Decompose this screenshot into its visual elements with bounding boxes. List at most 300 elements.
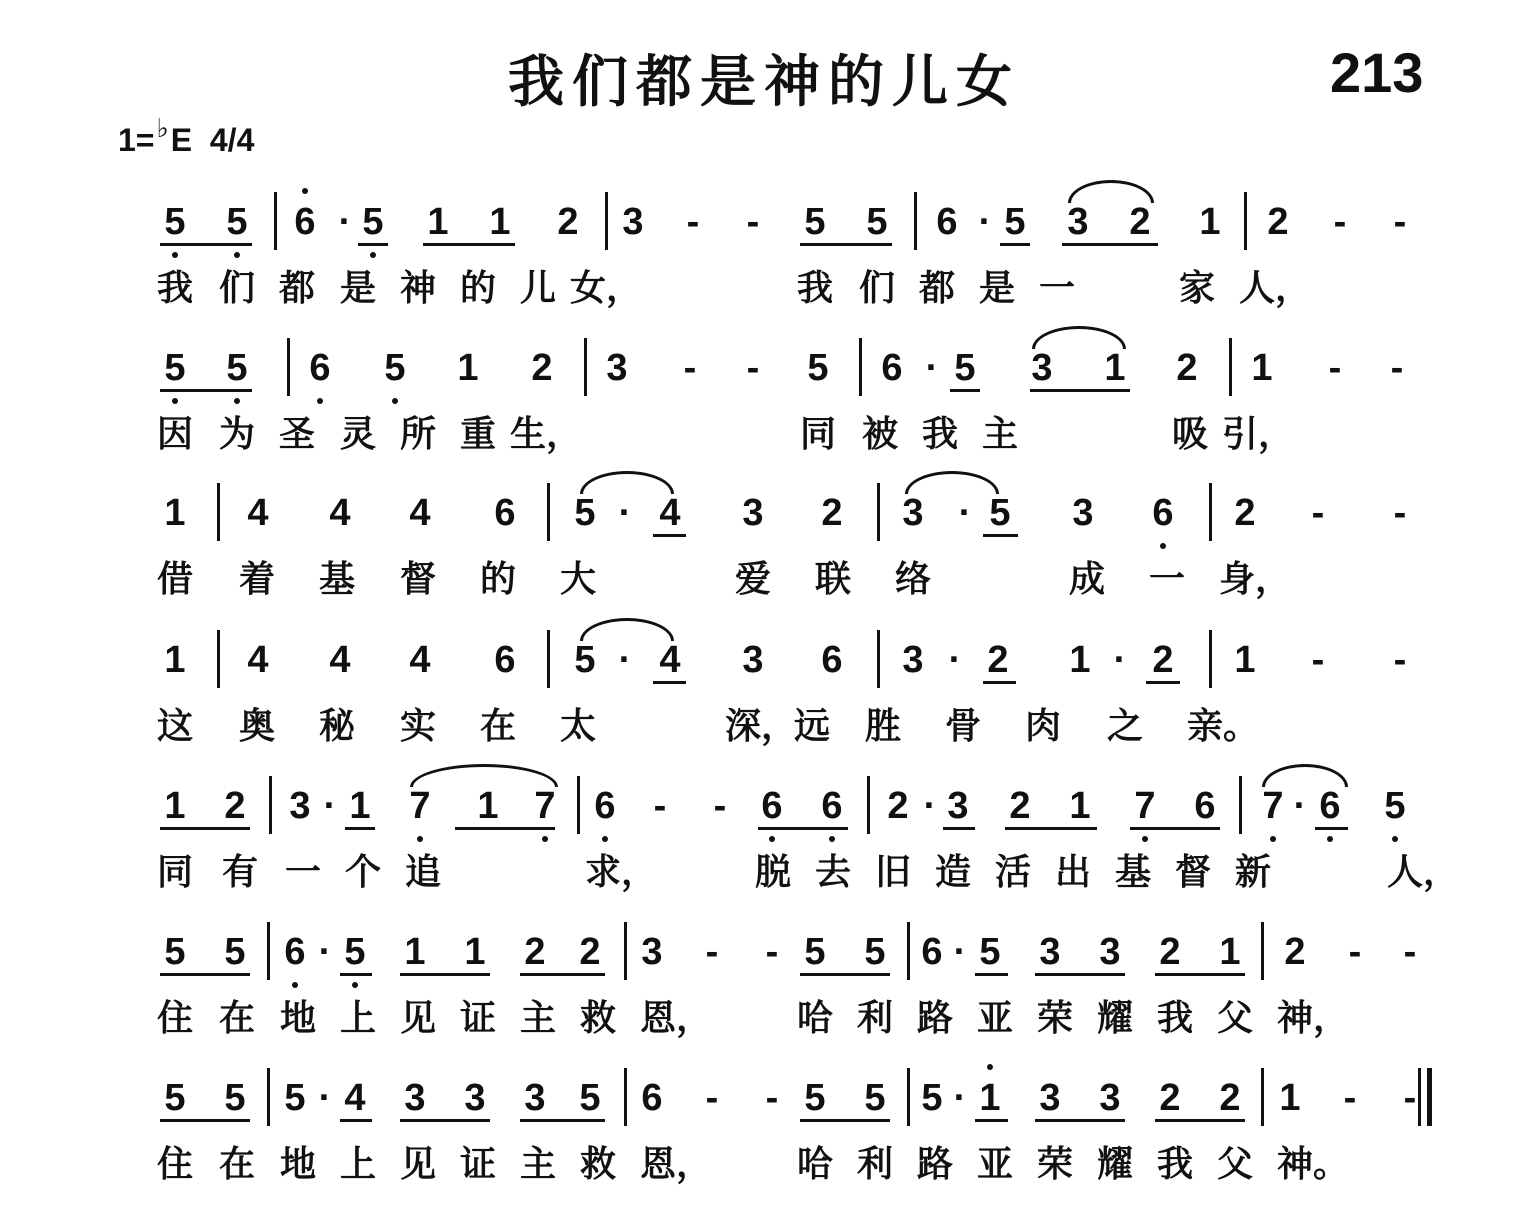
lyric-syllable: 们 (218, 267, 255, 309)
note: - (683, 347, 697, 389)
lyric-syllable: 我 (1156, 997, 1193, 1039)
lyric-syllable: 证 (459, 997, 496, 1039)
barline (269, 776, 272, 834)
slur-tie (580, 471, 674, 494)
note: 2 (1284, 931, 1306, 973)
barline (547, 483, 550, 541)
underline-beam (520, 1119, 605, 1122)
note: 1 (1069, 639, 1091, 681)
note: 3 (606, 347, 628, 389)
lyric-syllable: 一 (1038, 267, 1075, 309)
underline-beam (975, 973, 1008, 976)
note: 5 (804, 201, 826, 243)
note: 2 (1159, 1077, 1181, 1119)
note: 1 (427, 201, 449, 243)
note: 3 (1039, 931, 1061, 973)
lyric-syllable: 督 (1174, 851, 1211, 893)
lyric-syllable: 亲。 (1187, 705, 1260, 747)
underline-beam (423, 243, 515, 246)
key-label: 1= (118, 122, 155, 158)
note: 5 (804, 931, 826, 973)
note: 6 (309, 347, 331, 389)
note: 2 (557, 201, 579, 243)
lyric-syllable: 胜 (864, 705, 901, 747)
lyric-syllable: 住 (156, 1143, 193, 1185)
note: 6 (494, 639, 516, 681)
note: 6 (594, 785, 616, 827)
lyric-syllable: 父 (1216, 1143, 1253, 1185)
note: 4 (247, 492, 269, 534)
note: - (765, 931, 779, 973)
octave-dot-below (370, 252, 376, 258)
note: - (705, 931, 719, 973)
underline-beam (160, 827, 250, 830)
barline (547, 630, 550, 688)
note: 5 (574, 492, 596, 534)
lyric-syllable: 为 (218, 413, 255, 455)
note: 1 (1219, 931, 1241, 973)
lyric-syllable: 恩， (640, 997, 713, 1039)
note: - (746, 201, 760, 243)
lyric-syllable: 亚 (976, 1143, 1013, 1185)
octave-dot-below (234, 252, 240, 258)
lyric-syllable: 吸 (1171, 413, 1208, 455)
lyric-syllable: 同 (799, 413, 836, 455)
underline-beam (1130, 827, 1220, 830)
lyric-syllable: 上 (339, 1143, 376, 1185)
barline (907, 1068, 910, 1126)
lyric-syllable: 是 (978, 267, 1015, 309)
underline-beam (400, 1119, 490, 1122)
barline (1209, 630, 1212, 688)
lyric-syllable: 耀 (1096, 997, 1133, 1039)
note: 3 (622, 201, 644, 243)
lyric-syllable: 们 (858, 267, 895, 309)
barline (274, 192, 277, 250)
lyric-syllable: 耀 (1096, 1143, 1133, 1185)
underline-beam (983, 681, 1016, 684)
note: 6 (821, 639, 843, 681)
underline-beam (1146, 681, 1180, 684)
note: · (953, 1077, 967, 1119)
note: 6 (494, 492, 516, 534)
barline (867, 776, 870, 834)
note: 6 (1194, 785, 1216, 827)
note: 7 (409, 785, 431, 827)
octave-dot-above (987, 1064, 993, 1070)
barline (859, 338, 862, 396)
barline (1229, 338, 1232, 396)
octave-dot-below (234, 398, 240, 404)
underline-beam (520, 973, 605, 976)
lyric-syllable: 基 (318, 558, 355, 600)
slur-tie (580, 618, 674, 641)
octave-dot-below (542, 836, 548, 842)
lyric-syllable: 地 (279, 997, 316, 1039)
note: - (1393, 639, 1407, 681)
barline (914, 192, 917, 250)
barline (577, 776, 580, 834)
lyric-syllable: 亚 (976, 997, 1013, 1039)
note: 2 (1152, 639, 1174, 681)
lyric-syllable: 深， (725, 705, 798, 747)
note: 3 (1099, 931, 1121, 973)
note: 3 (1067, 201, 1089, 243)
note: · (925, 347, 939, 389)
note: · (618, 492, 632, 534)
lyric-syllable: 路 (916, 997, 953, 1039)
lyric-syllable: 在 (218, 997, 255, 1039)
octave-dot-below (352, 982, 358, 988)
note: 7 (534, 785, 556, 827)
note: 4 (247, 639, 269, 681)
note: 7 (1262, 785, 1284, 827)
lyric-syllable: 个 (344, 851, 381, 893)
lyric-syllable: 哈 (796, 997, 833, 1039)
note: 2 (887, 785, 909, 827)
lyric-syllable: 借 (156, 558, 193, 600)
note: - (1348, 931, 1362, 973)
underline-beam (160, 973, 250, 976)
note: 5 (921, 1077, 943, 1119)
barline (584, 338, 587, 396)
note: 5 (864, 1077, 886, 1119)
note: 4 (659, 492, 681, 534)
lyric-syllable: 大 (559, 558, 596, 600)
note: - (765, 1077, 779, 1119)
lyric-syllable: 远 (793, 705, 830, 747)
barline (624, 1068, 627, 1126)
note: 3 (902, 492, 924, 534)
lyric-syllable: 这 (156, 705, 193, 747)
note: · (948, 639, 962, 681)
lyric-syllable: 因 (156, 413, 193, 455)
slur-tie (1262, 764, 1348, 787)
note: 2 (987, 639, 1009, 681)
note: 5 (574, 639, 596, 681)
note: · (978, 201, 992, 243)
note: 6 (881, 347, 903, 389)
note: 3 (742, 492, 764, 534)
note: 5 (864, 931, 886, 973)
lyric-syllable: 活 (994, 851, 1031, 893)
note: 3 (947, 785, 969, 827)
underline-beam (653, 534, 686, 537)
note: 2 (579, 931, 601, 973)
note: - (1403, 931, 1417, 973)
lyric-syllable: 路 (916, 1143, 953, 1185)
note: - (1403, 1077, 1417, 1119)
note: 3 (404, 1077, 426, 1119)
note: - (1393, 201, 1407, 243)
note: - (1333, 201, 1347, 243)
underline-beam (943, 827, 975, 830)
octave-dot-below (769, 836, 775, 842)
underline-beam (160, 389, 252, 392)
slur-tie (1032, 326, 1126, 349)
note: 6 (1152, 492, 1174, 534)
lyric-syllable: 奥 (238, 705, 275, 747)
underline-beam (1000, 243, 1030, 246)
lyric-syllable: 主 (519, 997, 556, 1039)
lyric-syllable: 实 (399, 705, 436, 747)
lyric-syllable: 救 (579, 997, 616, 1039)
octave-dot-below (172, 252, 178, 258)
lyric-syllable: 恩， (640, 1143, 713, 1185)
lyric-syllable: 出 (1054, 851, 1091, 893)
note: 6 (821, 785, 843, 827)
note: 1 (1199, 201, 1221, 243)
note: 5 (226, 201, 248, 243)
octave-dot-below (602, 836, 608, 842)
octave-dot-below (172, 398, 178, 404)
lyric-syllable: 督 (399, 558, 436, 600)
underline-beam (345, 827, 375, 830)
song-title: 我们都是神的儿女 (508, 50, 1020, 115)
lyric-syllable: 见 (399, 1143, 436, 1185)
barline (1261, 922, 1264, 980)
lyric-syllable: 神 (399, 267, 436, 309)
lyric-syllable: 证 (459, 1143, 496, 1185)
underline-beam (160, 1119, 250, 1122)
note: 1 (1251, 347, 1273, 389)
note: · (953, 931, 967, 973)
lyric-syllable: 骨 (944, 705, 981, 747)
note: 6 (294, 201, 316, 243)
barline (217, 483, 220, 541)
final-barline (1427, 1068, 1432, 1126)
note: - (1393, 492, 1407, 534)
lyric-syllable: 住 (156, 997, 193, 1039)
note: 5 (989, 492, 1011, 534)
lyric-syllable: 的 (459, 267, 496, 309)
lyric-syllable: 身， (1219, 558, 1292, 600)
lyric-syllable: 同 (156, 851, 193, 893)
note: · (338, 201, 352, 243)
lyric-syllable: 神， (1277, 997, 1350, 1039)
octave-dot-below (417, 836, 423, 842)
note: - (1311, 492, 1325, 534)
underline-beam (1030, 389, 1130, 392)
note: 1 (164, 785, 186, 827)
lyric-syllable: 哈 (796, 1143, 833, 1185)
barline (1209, 483, 1212, 541)
note: 4 (409, 492, 431, 534)
note: · (323, 785, 337, 827)
underline-beam (1005, 827, 1097, 830)
note: 3 (1072, 492, 1094, 534)
lyric-syllable: 我 (921, 413, 958, 455)
lyric-syllable: 儿 (519, 267, 556, 309)
note: 3 (902, 639, 924, 681)
note: - (746, 347, 760, 389)
note: 5 (807, 347, 829, 389)
underline-beam (975, 1119, 1008, 1122)
note: 1 (1234, 639, 1256, 681)
note: · (318, 1077, 332, 1119)
octave-dot-below (1270, 836, 1276, 842)
lyric-syllable: 之 (1106, 705, 1143, 747)
barline (267, 922, 270, 980)
barline (624, 922, 627, 980)
underline-beam (455, 827, 555, 830)
note: · (1293, 785, 1307, 827)
lyric-syllable: 圣 (278, 413, 315, 455)
note: - (705, 1077, 719, 1119)
note: 2 (1267, 201, 1289, 243)
lyric-syllable: 上 (339, 997, 376, 1039)
octave-dot-below (829, 836, 835, 842)
lyric-syllable: 父 (1216, 997, 1253, 1039)
underline-beam (1315, 827, 1348, 830)
note: 5 (979, 931, 1001, 973)
barline (877, 630, 880, 688)
note: - (686, 201, 700, 243)
note: 5 (1384, 785, 1406, 827)
note: 2 (1234, 492, 1256, 534)
lyric-syllable: 在 (479, 705, 516, 747)
note: 5 (804, 1077, 826, 1119)
lyric-syllable: 我 (796, 267, 833, 309)
lyric-syllable: 新 (1234, 851, 1271, 893)
lyric-syllable: 重 (459, 413, 496, 455)
lyric-syllable: 家 (1178, 267, 1215, 309)
note: 3 (524, 1077, 546, 1119)
lyric-syllable: 一 (1148, 558, 1185, 600)
note: 4 (344, 1077, 366, 1119)
note: 3 (289, 785, 311, 827)
note: 1 (1069, 785, 1091, 827)
underline-beam (800, 1119, 890, 1122)
note: 2 (524, 931, 546, 973)
lyric-syllable: 灵 (339, 413, 376, 455)
underline-beam (758, 827, 848, 830)
note: 5 (362, 201, 384, 243)
note: 1 (349, 785, 371, 827)
note: 1 (1279, 1077, 1301, 1119)
underline-beam (1035, 973, 1125, 976)
octave-dot-below (1392, 836, 1398, 842)
underline-beam (1035, 1119, 1125, 1122)
lyric-syllable: 旧 (874, 851, 911, 893)
note: 5 (164, 931, 186, 973)
octave-dot-below (1142, 836, 1148, 842)
octave-dot-above (302, 188, 308, 194)
note: 3 (742, 639, 764, 681)
note: 6 (641, 1077, 663, 1119)
lyric-syllable: 追 (404, 851, 441, 893)
lyric-syllable: 爱 (734, 558, 771, 600)
time-signature: 4/4 (209, 122, 255, 158)
lyric-syllable: 地 (279, 1143, 316, 1185)
note: 1 (489, 201, 511, 243)
lyric-syllable: 都 (278, 267, 315, 309)
note: 4 (329, 639, 351, 681)
barline (1244, 192, 1247, 250)
note: 3 (1099, 1077, 1121, 1119)
lyric-syllable: 着 (238, 558, 275, 600)
note: 5 (284, 1077, 306, 1119)
lyric-syllable: 基 (1114, 851, 1151, 893)
note: - (1311, 639, 1325, 681)
lyric-syllable: 我 (1156, 1143, 1193, 1185)
lyric-syllable: 神。 (1277, 1143, 1350, 1185)
note: 4 (409, 639, 431, 681)
note: 2 (821, 492, 843, 534)
lyric-syllable: 去 (814, 851, 851, 893)
note: 5 (1004, 201, 1026, 243)
lyric-syllable: 荣 (1036, 997, 1073, 1039)
note: - (653, 785, 667, 827)
note: 3 (1031, 347, 1053, 389)
underline-beam (1155, 973, 1245, 976)
note: 5 (164, 347, 186, 389)
lyric-syllable: 肉 (1024, 705, 1061, 747)
lyric-syllable: 利 (856, 1143, 893, 1185)
note: - (1390, 347, 1404, 389)
barline (267, 1068, 270, 1126)
note: · (1113, 639, 1127, 681)
octave-dot-below (1327, 836, 1333, 842)
note: 1 (457, 347, 479, 389)
underline-beam (340, 1119, 372, 1122)
octave-dot-below (392, 398, 398, 404)
slur-tie (410, 764, 558, 787)
underline-beam (800, 243, 892, 246)
barline (287, 338, 290, 396)
note: · (318, 931, 332, 973)
lyric-syllable: 太 (559, 705, 596, 747)
barline (877, 483, 880, 541)
note: 3 (641, 931, 663, 973)
octave-dot-below (1160, 543, 1166, 549)
slur-tie (1068, 180, 1154, 203)
lyric-syllable: 求， (585, 851, 658, 893)
note: 1 (477, 785, 499, 827)
note: 1 (464, 931, 486, 973)
note: - (713, 785, 727, 827)
note: 5 (164, 201, 186, 243)
note: 5 (579, 1077, 601, 1119)
note: 5 (384, 347, 406, 389)
lyric-syllable: 生， (510, 413, 583, 455)
lyric-syllable: 引， (1222, 413, 1295, 455)
note: · (923, 785, 937, 827)
lyric-syllable: 所 (399, 413, 436, 455)
lyric-syllable: 联 (814, 558, 851, 600)
lyric-syllable: 是 (339, 267, 376, 309)
underline-beam (358, 243, 388, 246)
lyric-syllable: 见 (399, 997, 436, 1039)
note: 2 (1219, 1077, 1241, 1119)
note: 2 (1159, 931, 1181, 973)
lyric-syllable: 成 (1068, 558, 1105, 600)
slur-tie (905, 471, 999, 494)
final-barline (1418, 1068, 1421, 1126)
note: 5 (224, 1077, 246, 1119)
lyric-syllable: 人， (1387, 851, 1460, 893)
note: 5 (164, 1077, 186, 1119)
underline-beam (160, 243, 252, 246)
lyric-syllable: 造 (934, 851, 971, 893)
lyric-syllable: 秘 (318, 705, 355, 747)
underline-beam (653, 681, 686, 684)
note: 2 (531, 347, 553, 389)
note: 6 (1319, 785, 1341, 827)
octave-dot-below (292, 982, 298, 988)
note: 2 (224, 785, 246, 827)
note: 5 (226, 347, 248, 389)
